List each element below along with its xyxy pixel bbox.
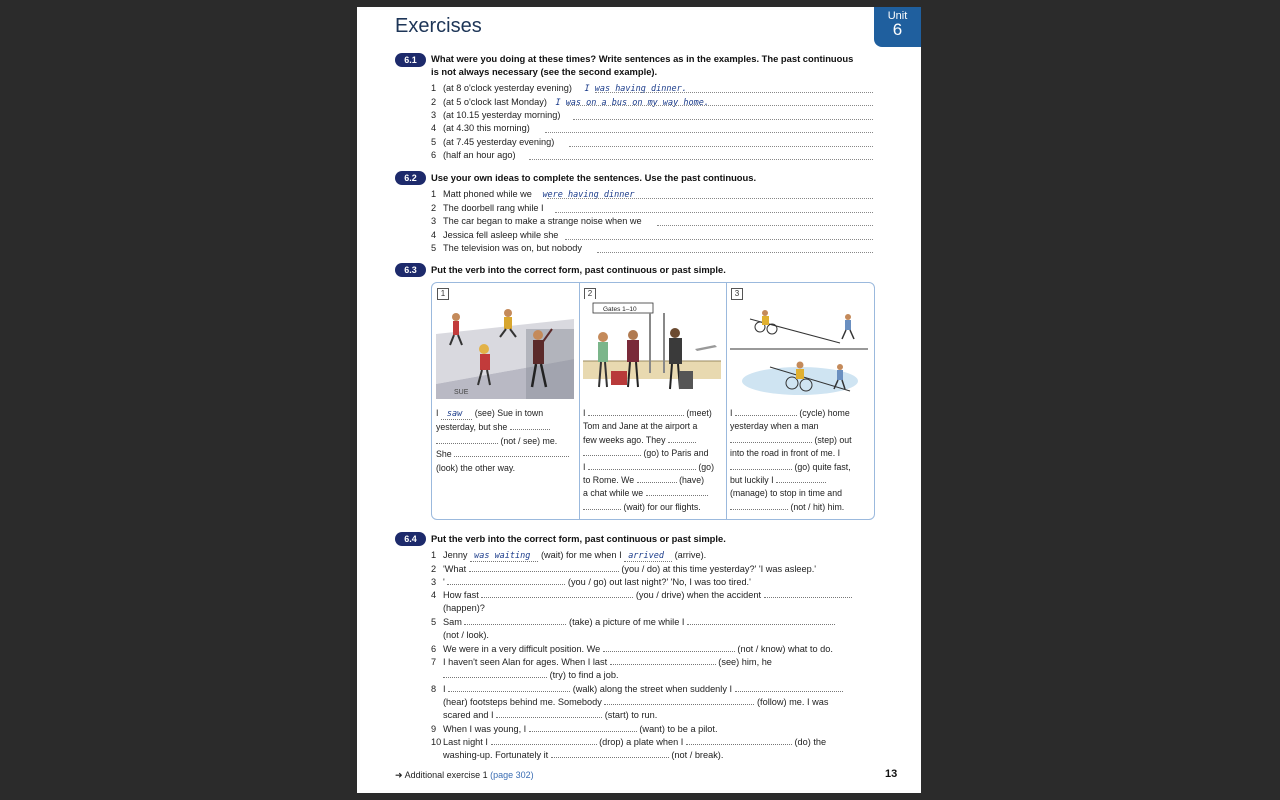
ex62-item: 3 The car began to make a strange noise when we bbox=[431, 216, 642, 226]
additional-exercise-text: Additional exercise 1 bbox=[404, 770, 488, 780]
ex62-item: 5 The television was on, but nobody bbox=[431, 243, 582, 253]
handwritten-answer: saw bbox=[441, 409, 472, 420]
ex64-item: 7 I haven't seen Alan for ages. When I last (see) him, he bbox=[431, 657, 772, 667]
ex64-item: 10 Last night I (drop) a plate when I (do) the bbox=[431, 737, 827, 747]
picture-panel-3 bbox=[726, 283, 873, 519]
answer-line[interactable] bbox=[565, 239, 873, 240]
exercise-badge-6-4: 6.4 bbox=[395, 532, 426, 546]
street-scene-illustration bbox=[436, 299, 574, 399]
additional-exercise-link[interactable]: (page 302) bbox=[490, 770, 534, 780]
ex64-item-cont: (happen)? bbox=[443, 603, 485, 613]
picture-exercise-box bbox=[431, 282, 875, 520]
ex64-item-cont: (not / look). bbox=[443, 630, 489, 640]
answer-line[interactable] bbox=[555, 212, 873, 213]
ex64-item: 1 Jenny was waiting (wait) for me when I arrived (arrive). bbox=[431, 550, 707, 561]
ex64-item-cont: (hear) footsteps behind me. Somebody (follow) me. I was bbox=[443, 697, 829, 707]
instruction-line-1: What were you doing at these times? Write sentences as in the examples. The past continuous bbox=[431, 53, 854, 64]
ex64-item-cont: (try) to find a job. bbox=[443, 669, 619, 681]
picture-panel-1 bbox=[432, 283, 580, 519]
ex61-item: 2 (at 5 o'clock last Monday) I was on a bus on my way home. bbox=[431, 97, 709, 108]
panel-number: 3 bbox=[731, 288, 743, 300]
ex61-item: 1 (at 8 o'clock yesterday evening) I was having dinner. bbox=[431, 83, 687, 94]
ex61-item: 3 (at 10.15 yesterday morning) bbox=[431, 110, 561, 120]
exercise-badge-6-2: 6.2 bbox=[395, 171, 426, 185]
handwritten-answer: was waiting bbox=[470, 551, 538, 562]
ex64-item: 4 How fast (you / drive) when the accident bbox=[431, 589, 852, 601]
answer-line[interactable] bbox=[529, 159, 873, 160]
footer-additional-exercise bbox=[395, 770, 534, 781]
panel-number: 1 bbox=[437, 288, 449, 300]
answer-line[interactable] bbox=[657, 225, 873, 226]
workbook-page bbox=[357, 7, 921, 793]
answer-line[interactable] bbox=[547, 198, 873, 199]
unit-number: 6 bbox=[892, 20, 903, 39]
handwritten-answer: I was having dinner. bbox=[584, 84, 687, 94]
ex64-item-cont: washing-up. Fortunately it (not / break). bbox=[443, 750, 724, 760]
answer-line[interactable] bbox=[569, 146, 873, 147]
panel-1-text: I saw (see) Sue in town yesterday, but she (not / see) me. She (look) the other way. bbox=[436, 407, 576, 475]
unit-label: Unit bbox=[887, 10, 908, 22]
unit-tab bbox=[874, 7, 921, 47]
ex64-item-cont: scared and I (start) to run. bbox=[443, 710, 658, 720]
exercise-6-1-instruction bbox=[431, 52, 853, 78]
page-number: 13 bbox=[885, 768, 898, 780]
ex61-item: 5 (at 7.45 yesterday evening) bbox=[431, 137, 555, 147]
airport-gates-sign: Gates 1–10 bbox=[603, 306, 637, 313]
ex64-item: 3 ' (you / go) out last night?' 'No, I was too tired.' bbox=[431, 577, 751, 587]
airport-scene-illustration bbox=[583, 299, 721, 399]
page-title: Exercises bbox=[395, 15, 482, 37]
instruction-line-2: is not always necessary (see the second example). bbox=[431, 66, 658, 77]
cycling-scene-illustration bbox=[730, 299, 868, 399]
ex61-item: 6 (half an hour ago) bbox=[431, 150, 516, 160]
ex64-item: 5 Sam (take) a picture of me while I bbox=[431, 616, 835, 628]
ex64-item: 9 When I was young, I (want) to be a pilot. bbox=[431, 724, 718, 734]
answer-line[interactable] bbox=[595, 92, 873, 93]
exercise-6-3-instruction: Put the verb into the correct form, past continuous or past simple. bbox=[431, 264, 726, 275]
answer-line[interactable] bbox=[597, 252, 873, 253]
ex62-item: 1 Matt phoned while we were having dinner bbox=[431, 189, 635, 200]
panel-2-text: I (meet) Tom and Jane at the airport a few weeks ago. They (go) to Paris and I (go) to Rome. We (have) a chat while we (wait) for our flights. bbox=[583, 408, 715, 512]
answer-line[interactable] bbox=[573, 119, 873, 120]
handwritten-answer: were having dinner bbox=[542, 190, 635, 200]
picture-panel-2 bbox=[579, 283, 727, 519]
answer-line[interactable] bbox=[545, 132, 873, 133]
ex64-item: 8 I (walk) along the street when suddenly I bbox=[431, 683, 843, 695]
handwritten-answer: I was on a bus on my way home. bbox=[555, 98, 709, 108]
panel-3-text: I (cycle) home yesterday when a man (step) out into the road in front of me. I (go) quite fast, but luckily I (manage) to stop in time and (not / hit) him. bbox=[730, 408, 852, 512]
ex62-item: 4 Jessica fell asleep while she bbox=[431, 230, 559, 240]
ex61-item: 4 (at 4.30 this morning) bbox=[431, 123, 530, 133]
exercise-badge-6-1: 6.1 bbox=[395, 53, 426, 67]
answer-line[interactable] bbox=[567, 105, 873, 106]
ex62-item: 2 The doorbell rang while I bbox=[431, 203, 544, 213]
handwritten-answer: arrived bbox=[624, 551, 672, 562]
panel-number: 2 bbox=[584, 288, 596, 300]
arrow-icon: ➜ bbox=[395, 770, 403, 780]
exercise-badge-6-3: 6.3 bbox=[395, 263, 426, 277]
ex64-item: 6 We were in a very difficult position. We (not / know) what to do. bbox=[431, 644, 833, 654]
exercise-6-4-instruction: Put the verb into the correct form, past continuous or past simple. bbox=[431, 533, 726, 544]
exercise-6-2-instruction: Use your own ideas to complete the sentences. Use the past continuous. bbox=[431, 172, 757, 183]
ex64-item: 2 'What (you / do) at this time yesterday?' 'I was asleep.' bbox=[431, 564, 817, 574]
sue-sign: SUE bbox=[454, 389, 469, 396]
